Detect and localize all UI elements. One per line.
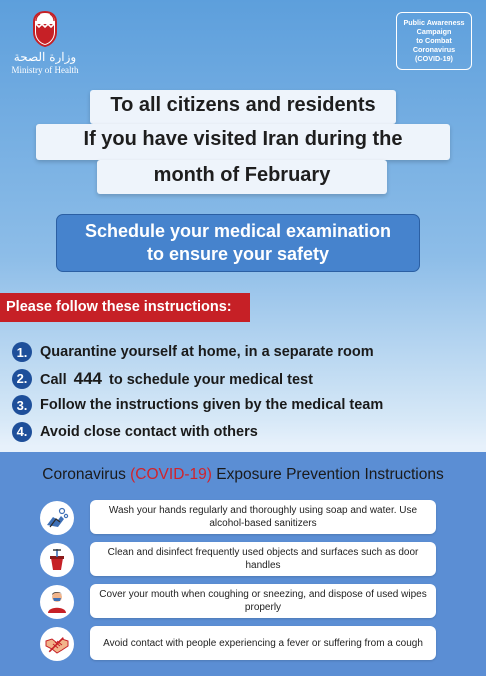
- prevention-title: [0, 466, 486, 484]
- step-text: Quarantine yourself at home, in a separate room: [40, 344, 374, 361]
- title-coronavirus: Coronavirus: [42, 466, 126, 483]
- step-number: 1.: [12, 342, 32, 362]
- step-number: 4.: [12, 422, 32, 442]
- logo-english-text: Ministry of Health: [11, 65, 79, 75]
- step-item: [12, 392, 472, 419]
- campaign-line: to Combat: [416, 36, 452, 45]
- campaign-line: Public Awareness: [403, 18, 465, 27]
- prevention-text: Wash your hands regularly and thoroughly using soap and water. Use alcohol-based sanitizers: [90, 500, 436, 534]
- step-text: Avoid close contact with others: [40, 423, 258, 440]
- title-covid: (COVID-19): [130, 466, 212, 483]
- step-item: [12, 419, 472, 446]
- step-number: 2.: [12, 369, 32, 389]
- coat-of-arms-icon: [28, 10, 62, 48]
- campaign-badge: [396, 12, 472, 70]
- instruction-steps: [12, 339, 472, 445]
- campaign-line: Campaign: [416, 27, 452, 36]
- prevention-text: Avoid contact with people experiencing a fever or suffering from a cough: [90, 626, 436, 660]
- prevention-section: [0, 452, 486, 676]
- headline-line-3: month of February: [97, 160, 387, 194]
- cta-line-1: Schedule your medical examination: [84, 221, 392, 241]
- prevention-item: [40, 500, 436, 534]
- prevention-text: Cover your mouth when coughing or sneezing, and dispose of used wipes properly: [90, 584, 436, 618]
- step-call-rest: to schedule your medical test: [109, 371, 313, 388]
- step-item: [12, 339, 472, 366]
- ministry-logo: [10, 10, 80, 75]
- headline-line-2: If you have visited Iran during the: [36, 124, 450, 160]
- prevention-item: [40, 584, 436, 618]
- prevention-item: [40, 542, 436, 576]
- step-text: Follow the instructions given by the medical team: [40, 397, 384, 414]
- step-text: [40, 369, 313, 389]
- cough-mask-icon: [40, 585, 74, 619]
- prevention-item: [40, 626, 436, 660]
- handshake-icon: [40, 627, 74, 661]
- step-call-text: Call: [40, 371, 67, 388]
- logo-arabic-text: وزارة الصحة: [13, 50, 77, 64]
- schedule-exam-banner: [56, 214, 420, 272]
- step-number: 3.: [12, 395, 32, 415]
- campaign-line: (COVID-19): [415, 54, 453, 63]
- hotline-number: 444: [73, 368, 102, 388]
- campaign-line: Coronavirus: [412, 45, 456, 54]
- hand-wash-icon: [40, 501, 74, 535]
- step-item: [12, 366, 472, 393]
- cleaning-bucket-icon: [40, 543, 74, 577]
- headline-line-1: To all citizens and residents: [90, 90, 396, 124]
- title-rest: Exposure Prevention Instructions: [216, 466, 444, 483]
- instructions-heading: Please follow these instructions:: [0, 293, 250, 322]
- prevention-text: Clean and disinfect frequently used objects and surfaces such as door handles: [90, 542, 436, 576]
- cta-line-2: to ensure your safety: [146, 244, 330, 264]
